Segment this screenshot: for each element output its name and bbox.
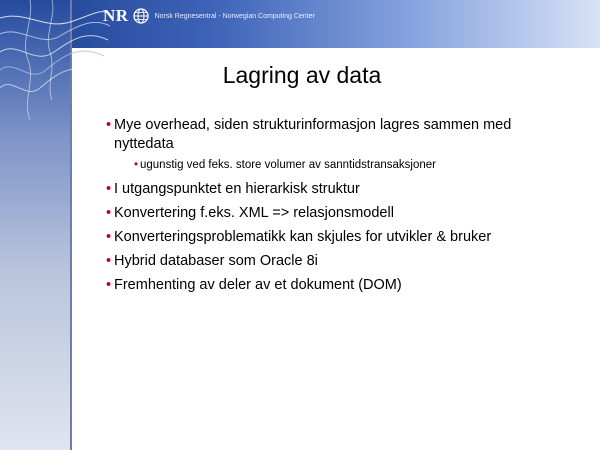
bullet-text: ugunstig ved feks. store volumer av sanntidstransaksjoner	[140, 159, 436, 171]
slide-title: Lagring av data	[222, 62, 382, 88]
logo-tagline: Norsk Regnesentral - Norwegian Computing Center	[154, 12, 315, 20]
bullet-icon: •	[106, 253, 112, 269]
sub-bullet-item	[134, 158, 516, 173]
bullet-item	[106, 180, 516, 199]
bullet-item	[106, 228, 516, 247]
nr-logo	[103, 6, 315, 26]
bullet-text: Fremhenting av deler av et dokument (DOM)	[114, 277, 402, 293]
bullet-icon: •	[106, 117, 112, 133]
bullet-item	[106, 204, 516, 223]
bullet-list	[106, 116, 516, 300]
bullet-icon: •	[134, 159, 139, 171]
bullet-icon: •	[106, 229, 112, 245]
logo-text: NR	[103, 6, 129, 25]
bullet-icon: •	[106, 277, 112, 293]
bullet-icon: •	[106, 205, 112, 221]
decorative-curves-icon	[0, 0, 110, 120]
bullet-item	[106, 276, 516, 295]
bullet-item	[106, 116, 516, 154]
globe-icon	[133, 8, 149, 24]
bullet-item	[106, 252, 516, 271]
bullet-text: Konverteringsproblematikk kan skjules for utvikler & bruker	[114, 229, 492, 245]
bullet-icon: •	[106, 181, 112, 197]
bullet-text: Konvertering f.eks. XML => relasjonsmodell	[114, 205, 394, 221]
bullet-text: Mye overhead, siden strukturinformasjon lagres sammen med nyttedata	[114, 117, 512, 152]
bullet-text: I utgangspunktet en hierarkisk struktur	[114, 181, 360, 197]
bullet-text: Hybrid databaser som Oracle 8i	[114, 253, 318, 269]
